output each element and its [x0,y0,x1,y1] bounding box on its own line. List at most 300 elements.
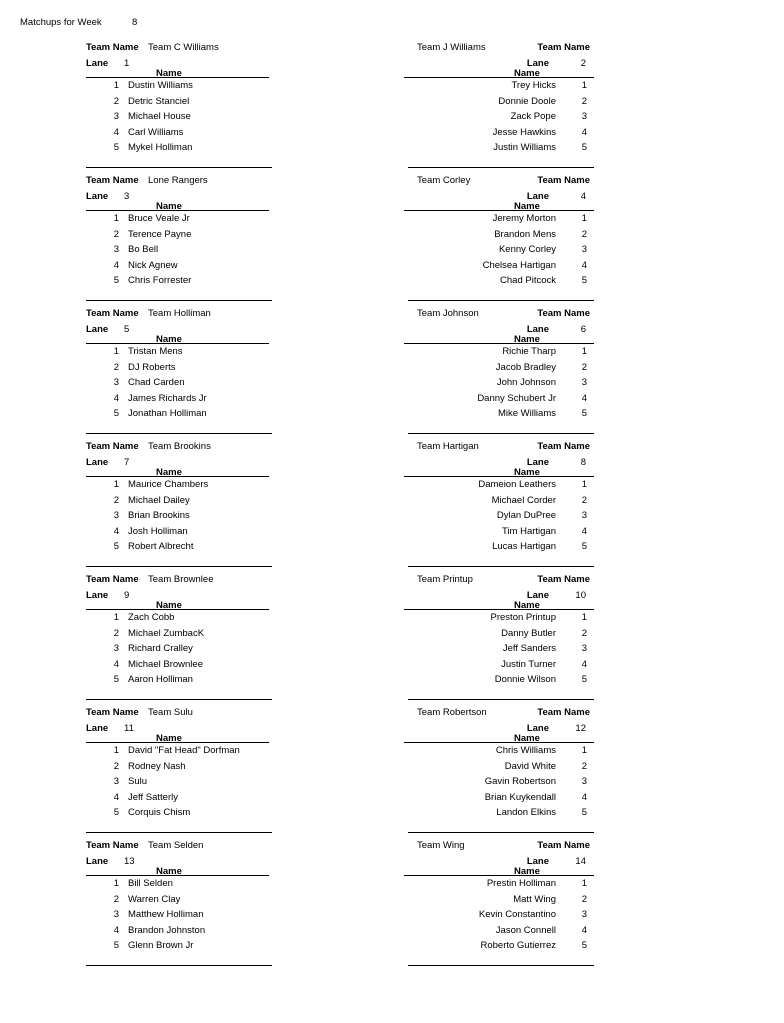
player-name: Dustin Williams [128,80,193,91]
header-rule [404,609,594,610]
matchup-block [0,171,784,304]
lane-label: Lane [86,324,109,335]
player-name: Jeff Sanders [502,643,556,654]
player-row [86,408,272,423]
block-divider [408,433,594,434]
player-row [404,894,594,909]
matchup-block [0,437,784,570]
header-rule [404,343,594,344]
matchup-block [0,703,784,836]
block-divider [408,167,594,168]
player-row [404,674,594,689]
player-row [404,479,594,494]
lane-label: Lane [86,457,109,468]
player-number: 5 [581,807,587,818]
player-name: Danny Schubert Jr [477,392,556,404]
player-number: 3 [581,111,587,122]
player-name: Jacob Bradley [495,361,556,373]
player-row [86,346,272,361]
block-divider [86,433,272,434]
team-name-label: Team Name [86,574,139,585]
player-number: 2 [113,627,119,639]
player-row [404,229,594,244]
player-row [404,213,594,228]
player-name: Chris Williams [495,745,556,756]
name-column-header: Name [514,733,540,744]
player-number: 2 [581,494,587,506]
player-number: 2 [113,893,119,905]
name-column-header: Name [156,866,182,877]
player-number: 4 [113,126,119,138]
player-number: 4 [113,658,119,670]
player-name: Aaron Holliman [128,674,193,685]
player-number: 1 [581,479,587,490]
player-name: Jeremy Morton [492,213,556,224]
player-number: 4 [113,525,119,537]
header-rule [86,609,269,610]
player-name: Brian Brookins [128,510,190,521]
home-team-roster [86,570,272,703]
name-column-header: Name [514,600,540,611]
player-name: Donnie Wilson [494,674,556,685]
player-name: Trey Hicks [511,80,556,91]
player-row [404,776,594,791]
lane-number: 13 [124,856,135,867]
player-name: Chelsea Hartigan [482,259,556,271]
block-divider [408,699,594,700]
team-name: Team Holliman [148,308,211,319]
lane-number: 12 [575,723,586,734]
block-divider [408,832,594,833]
player-row [404,96,594,111]
player-name: Warren Clay [128,893,181,905]
player-name: Landon Elkins [496,807,556,818]
team-name-label: Team Name [537,840,590,851]
player-name: Tim Hartigan [501,525,556,537]
player-row [404,541,594,556]
player-name: Dylan DuPree [496,510,556,521]
lane-number: 3 [124,191,130,202]
player-name: Jason Connell [495,924,556,936]
player-row [86,362,272,377]
team-name-label: Team Name [537,42,590,53]
player-name: Glenn Brown Jr [128,940,194,951]
player-number: 2 [113,760,119,772]
player-number: 2 [581,228,587,240]
player-number: 2 [581,361,587,373]
player-number: 4 [581,924,587,936]
player-row [404,878,594,893]
lane-number: 8 [580,457,586,468]
player-number: 4 [581,791,587,803]
player-number: 3 [113,909,119,920]
player-number: 5 [113,408,119,419]
player-name: Michael House [128,111,191,122]
header-rule [404,77,594,78]
lane-number: 4 [580,191,586,202]
player-number: 3 [581,643,587,654]
player-row [404,643,594,658]
player-row [86,628,272,643]
player-name: Terence Payne [128,228,192,240]
team-name: Team C Williams [148,42,219,53]
player-name: Lucas Hartigan [492,541,556,552]
player-row [404,275,594,290]
player-name: Donnie Doole [498,95,556,107]
team-name-label: Team Name [537,441,590,452]
home-team-roster [86,171,272,304]
lane-number: 10 [575,590,586,601]
player-number: 3 [581,909,587,920]
player-number: 4 [581,392,587,404]
player-name: Nick Agnew [128,259,178,271]
player-row [86,96,272,111]
lane-label: Lane [526,457,549,468]
player-number: 1 [581,612,587,623]
player-name: Dameion Leathers [478,479,556,490]
matchup-block [0,304,784,437]
player-number: 1 [113,878,119,889]
name-column-header: Name [156,467,182,478]
player-number: 4 [581,525,587,537]
player-number: 5 [581,541,587,552]
team-name: Team Johnson [417,308,479,319]
player-row [86,925,272,940]
player-number: 1 [581,745,587,756]
player-row [86,541,272,556]
player-name: Maurice Chambers [128,479,209,490]
player-name: Michael Dailey [128,494,190,506]
player-name: Richard Cralley [128,643,193,654]
block-divider [86,699,272,700]
player-number: 3 [113,244,119,255]
team-name-label: Team Name [86,441,139,452]
player-row [86,792,272,807]
team-name-label: Team Name [86,840,139,851]
lane-label: Lane [86,856,109,867]
header-rule [86,77,269,78]
matchup-block [0,570,784,703]
player-row [404,393,594,408]
player-name: Detric Stanciel [128,95,190,107]
player-number: 4 [581,658,587,670]
player-number: 2 [581,760,587,772]
player-name: Mike Williams [497,408,556,419]
player-number: 1 [113,346,119,357]
lane-label: Lane [526,723,549,734]
player-row [86,878,272,893]
player-row [86,940,272,955]
lane-number: 11 [124,723,134,734]
player-number: 1 [113,612,119,623]
player-name: Kevin Constantino [478,909,556,920]
player-row [86,244,272,259]
team-name: Team Hartigan [417,441,479,452]
team-name-label: Team Name [537,707,590,718]
player-row [86,745,272,760]
away-team-roster [404,836,594,969]
player-row [404,377,594,392]
player-row [86,776,272,791]
player-row [404,909,594,924]
lane-label: Lane [86,590,109,601]
player-name: David White [504,760,556,772]
player-number: 5 [113,940,119,951]
team-name: Team Robertson [417,707,487,718]
player-row [86,495,272,510]
home-team-roster [86,836,272,969]
player-number: 3 [581,510,587,521]
player-row [404,807,594,822]
player-number: 1 [581,346,587,357]
player-name: Matt Wing [513,893,556,905]
player-number: 5 [113,142,119,153]
player-number: 5 [113,275,119,286]
team-name-label: Team Name [86,707,139,718]
player-name: Brian Kuykendall [484,791,556,803]
player-row [86,377,272,392]
player-number: 3 [113,643,119,654]
lane-number: 9 [124,590,130,601]
player-name: Brandon Mens [494,228,556,240]
player-name: Bruce Veale Jr [128,213,190,224]
away-team-roster [404,304,594,437]
lane-number: 5 [124,324,130,335]
player-name: Chad Carden [128,377,185,388]
header-rule [404,742,594,743]
player-name: James Richards Jr [128,392,207,404]
player-name: David "Fat Head" Dorfman [128,745,240,756]
lane-number: 6 [580,324,586,335]
block-divider [408,965,594,966]
block-divider [86,167,272,168]
away-team-roster [404,437,594,570]
lane-label: Lane [86,191,109,202]
lane-label: Lane [526,58,549,69]
player-number: 3 [581,244,587,255]
player-name: Jeff Satterly [128,791,178,803]
name-column-header: Name [514,334,540,345]
player-number: 3 [113,776,119,787]
team-name: Team J Williams [417,42,486,53]
player-name: Carl Williams [128,126,184,138]
player-row [86,612,272,627]
away-team-roster [404,38,594,171]
player-number: 4 [581,259,587,271]
player-name: Chad Pitcock [500,275,556,286]
lane-label: Lane [526,590,549,601]
team-name-label: Team Name [86,308,139,319]
team-name-label: Team Name [537,308,590,319]
block-divider [408,566,594,567]
header-rule [86,875,269,876]
home-team-roster [86,304,272,437]
player-number: 1 [113,479,119,490]
player-number: 5 [113,807,119,818]
home-team-roster [86,437,272,570]
team-name: Lone Rangers [148,175,208,186]
team-name: Team Wing [417,840,465,851]
player-number: 3 [113,377,119,388]
team-name: Team Brookins [148,441,211,452]
player-row [404,925,594,940]
player-name: Tristan Mens [128,346,183,357]
player-row [86,479,272,494]
team-name-label: Team Name [537,574,590,585]
team-name: Team Printup [417,574,473,585]
player-row [404,761,594,776]
team-name-label: Team Name [537,175,590,186]
player-row [86,807,272,822]
player-number: 3 [581,377,587,388]
player-row [86,111,272,126]
player-name: Matthew Holliman [128,909,204,920]
player-row [86,142,272,157]
header-rule [404,210,594,211]
player-number: 5 [113,674,119,685]
player-row [404,628,594,643]
name-column-header: Name [156,600,182,611]
player-name: Jesse Hawkins [492,126,556,138]
player-name: Bill Selden [128,878,173,889]
block-divider [86,300,272,301]
name-column-header: Name [156,201,182,212]
player-number: 2 [113,494,119,506]
player-number: 4 [113,924,119,936]
player-name: Brandon Johnston [128,924,206,936]
player-row [86,909,272,924]
player-name: Justin Williams [493,142,556,153]
player-name: Mykel Holliman [128,142,193,153]
block-divider [408,300,594,301]
player-row [86,510,272,525]
lane-label: Lane [526,191,549,202]
name-column-header: Name [156,68,182,79]
team-name-label: Team Name [86,42,139,53]
page-title: Matchups for Week [20,17,102,28]
player-row [404,362,594,377]
player-name: Rodney Nash [128,760,186,772]
player-name: Bo Bell [128,244,159,255]
player-number: 4 [113,392,119,404]
player-row [86,260,272,275]
player-row [404,526,594,541]
player-name: Preston Printup [490,612,556,623]
player-number: 5 [113,541,119,552]
player-number: 5 [581,142,587,153]
away-team-roster [404,570,594,703]
header-rule [86,742,269,743]
player-name: Zack Pope [510,111,556,122]
player-number: 2 [581,95,587,107]
player-name: Danny Butler [501,627,556,639]
player-name: Jonathan Holliman [128,408,207,419]
player-row [86,526,272,541]
player-name: Kenny Corley [498,244,556,255]
player-number: 4 [113,259,119,271]
home-team-roster [86,703,272,836]
block-divider [86,965,272,966]
player-name: Prestin Holliman [486,878,556,889]
player-row [404,659,594,674]
player-number: 3 [113,111,119,122]
player-number: 4 [113,791,119,803]
matchup-block [0,836,784,969]
player-row [404,745,594,760]
player-row [86,643,272,658]
player-row [86,894,272,909]
block-divider [86,566,272,567]
header-rule [404,476,594,477]
player-row [86,761,272,776]
team-name-label: Team Name [86,175,139,186]
player-number: 2 [581,627,587,639]
player-row [86,275,272,290]
lane-label: Lane [526,856,549,867]
player-row [86,213,272,228]
player-name: Chris Forrester [128,275,192,286]
matchup-block [0,38,784,171]
lane-number: 2 [580,58,586,69]
header-rule [404,875,594,876]
player-row [404,940,594,955]
matchups-list [0,38,784,969]
player-name: Richie Tharp [502,346,556,357]
team-name: Team Sulu [148,707,193,718]
lane-number: 7 [124,457,130,468]
player-number: 5 [581,674,587,685]
name-column-header: Name [514,201,540,212]
player-number: 2 [113,95,119,107]
player-row [404,142,594,157]
player-number: 1 [581,80,587,91]
player-number: 1 [581,213,587,224]
team-name: Team Corley [417,175,471,186]
name-column-header: Name [514,467,540,478]
player-name: Robert Albrecht [128,541,194,552]
player-row [86,659,272,674]
name-column-header: Name [156,733,182,744]
player-row [86,127,272,142]
player-number: 1 [581,878,587,889]
player-number: 3 [581,776,587,787]
header-rule [86,210,269,211]
lane-label: Lane [526,324,549,335]
lane-label: Lane [86,723,109,734]
player-number: 1 [113,213,119,224]
player-name: DJ Roberts [128,361,176,373]
player-name: Roberto Gutierrez [480,940,556,951]
player-number: 4 [581,126,587,138]
player-row [404,260,594,275]
player-name: Zach Cobb [128,612,175,623]
player-name: Justin Turner [501,658,556,670]
player-name: Michael Corder [491,494,556,506]
lane-number: 1 [124,58,130,69]
header-rule [86,343,269,344]
week-number: 8 [132,17,138,28]
player-row [404,111,594,126]
player-row [404,80,594,95]
player-row [404,495,594,510]
player-name: Sulu [128,776,148,787]
player-number: 3 [113,510,119,521]
player-name: Corquis Chism [128,807,191,818]
player-name: Gavin Robertson [484,776,556,787]
name-column-header: Name [514,68,540,79]
team-name: Team Selden [148,840,204,851]
player-row [404,346,594,361]
